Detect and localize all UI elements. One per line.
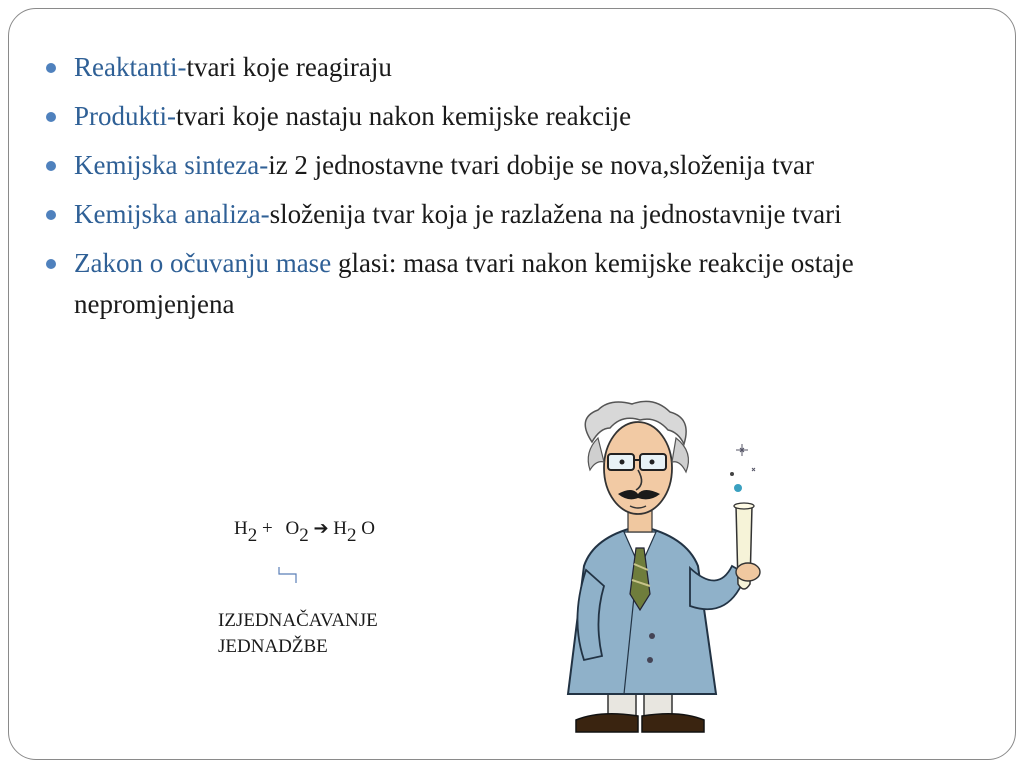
term-label: Produkti-: [74, 101, 177, 131]
term-label: Reaktanti-: [74, 52, 187, 82]
equation-product-subscript: 2: [347, 525, 357, 546]
equation-h: H: [234, 518, 248, 539]
balancing-label: [218, 608, 378, 660]
definition-text: tvari koje nastaju nakon kemijske reakcije: [176, 101, 632, 131]
bullet-produkti: [46, 96, 946, 137]
bullet-dot-icon: [46, 259, 56, 269]
corner-connector-icon: [276, 566, 300, 586]
balancing-label-line1: IZJEDNAČAVANJE: [218, 610, 378, 631]
equation-h-subscript: 2: [247, 525, 258, 546]
equation-plus: +: [261, 518, 273, 539]
bullet-dot-icon: [46, 161, 56, 171]
definition-text: iz 2 jednostavne tvari dobije se nova,složenija tvar: [268, 150, 815, 180]
term-label: Zakon o očuvanju mase: [74, 248, 332, 278]
equation-product-h: H: [333, 518, 348, 539]
bullet-list: [46, 47, 946, 333]
definition-text: glasi: masa tvari nakon kemijske reakcije ostaje nepromjenjena: [74, 248, 854, 319]
term-label: Kemijska sinteza-: [74, 150, 269, 180]
equation-o: O: [285, 518, 300, 539]
reaction-arrow-icon: ➔: [313, 518, 329, 539]
bullet-dot-icon: [46, 63, 56, 73]
bullet-kemijska-analiza: [46, 194, 946, 235]
definition-text: složenija tvar koja je razlažena na jednostavnije tvari: [269, 199, 842, 229]
scientist-illustration: [540, 398, 800, 738]
chemical-equation: [234, 518, 375, 546]
bullet-reaktanti: [46, 47, 946, 88]
equation-product-o: O: [361, 518, 375, 539]
bullet-kemijska-sinteza: [46, 145, 946, 186]
bullet-dot-icon: [46, 210, 56, 220]
bullet-zakon-ocuvanja-mase: [46, 243, 946, 325]
definition-text: tvari koje reagiraju: [186, 52, 392, 82]
bullet-dot-icon: [46, 112, 56, 122]
equation-o-subscript: 2: [299, 525, 309, 546]
balancing-label-line2: JEDNADŽBE: [218, 636, 328, 657]
term-label: Kemijska analiza-: [74, 199, 270, 229]
